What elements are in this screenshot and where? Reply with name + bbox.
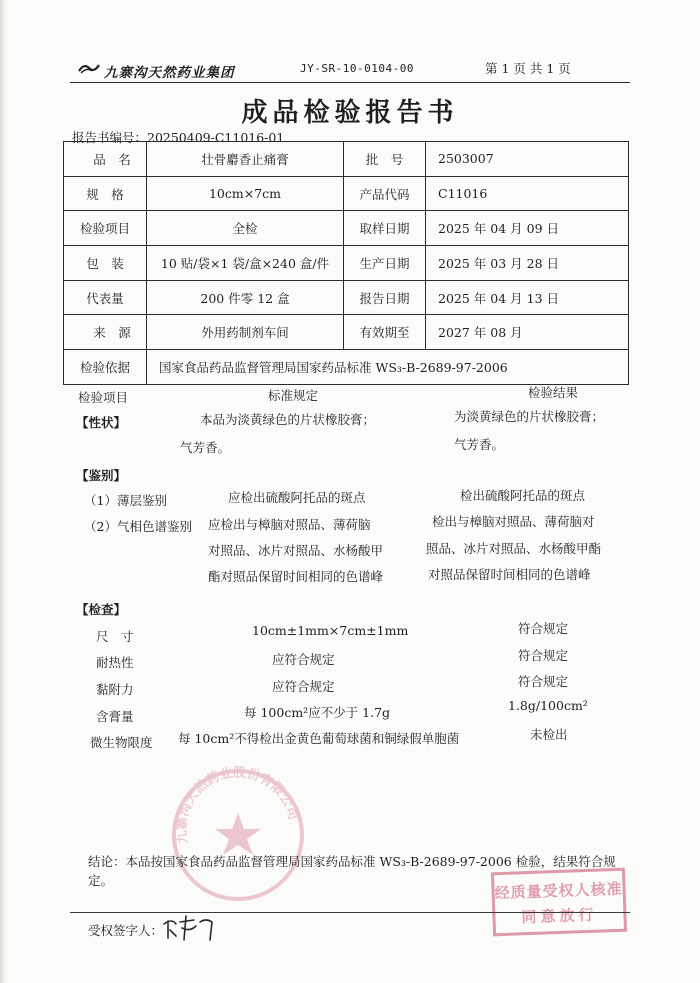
check-item-heat: 耐热性: [96, 655, 134, 670]
item-label: 检验项目: [64, 211, 147, 246]
report-date: 2025 年 04 月 13 日: [426, 280, 629, 315]
seal-text: 九寨沟天然药业股份有限公司: [174, 765, 301, 845]
table-row: [64, 350, 629, 385]
pack-value: 10 贴/袋×1 袋/盒×240 盒/件: [147, 246, 344, 281]
ident-item2-standard-line2: 对照品、冰片对照品、水杨酸甲: [208, 543, 384, 558]
traits-result-line1: 为淡黄绿色的片状橡胶膏；: [454, 409, 605, 424]
check-heading: 【检查】: [76, 602, 127, 617]
page-title: 成品检验报告书: [241, 98, 459, 128]
check-item-paste: 含膏量: [96, 709, 134, 724]
spec-value: 10cm×7cm: [147, 176, 344, 211]
sample-date: 2025 年 04 月 09 日: [426, 211, 629, 246]
check-item-adhesion: 黏附力: [96, 682, 134, 697]
release-approval-stamp: [491, 868, 627, 937]
ident-item1: （1）薄层鉴别: [84, 493, 167, 508]
document-number: JY-SR-10-0104-00: [300, 62, 414, 75]
table-row: [64, 246, 629, 281]
product-name: 壮骨麝香止痛膏: [147, 142, 344, 177]
table-row: [64, 280, 629, 315]
check-microbial-standard: 每 10cm²不得检出金黄色葡萄球菌和铜绿假单胞菌: [178, 731, 460, 746]
signature-divider: [70, 912, 630, 913]
ident-item2-standard-line1: 应检出与樟脑对照品、薄荷脑: [208, 517, 371, 532]
conclusion-text: 结论：本品按国家食品药品监督管理局国家药品标准 WS₃-B-2689-97-2006 检验，结果符合规定。: [88, 854, 616, 888]
traits-standard-line2: 气芳香。: [180, 440, 231, 455]
code-label: 产品代码: [344, 176, 426, 211]
product-code: C11016: [426, 176, 629, 211]
identification-heading: 【鉴别】: [76, 468, 127, 483]
ident-item1-standard: 应检出硫酸阿托品的斑点: [228, 490, 366, 505]
check-paste-standard: 每 100cm²应不少于 1.7g: [244, 705, 391, 720]
basis-label: 检验依据: [64, 350, 147, 385]
table-row: [64, 315, 629, 350]
check-item-microbial: 微生物限度: [90, 735, 153, 750]
expiry-label: 有效期至: [344, 315, 426, 350]
report-number: 报告书编号：20250409-C11016-01: [72, 130, 285, 145]
check-size-result: 符合规定: [518, 621, 569, 636]
check-adhesion-result: 符合规定: [518, 674, 569, 689]
check-size-standard: 10cm±1mm×7cm±1mm: [252, 623, 409, 638]
table-row: [64, 211, 629, 246]
traits-heading: 【性状】: [76, 415, 127, 430]
ident-item2-result-line3: 对照品保留时间相同的色谱峰: [428, 567, 591, 582]
production-date: 2025 年 03 月 28 日: [426, 246, 629, 281]
handwritten-signature: [160, 912, 220, 942]
company-logo-icon: [78, 62, 100, 74]
page-info: 第 1 页 共 1 页: [485, 61, 571, 76]
col-standard-header: 标准规定: [268, 388, 319, 403]
table-row: [64, 142, 629, 177]
traits-standard-line1: 本品为淡黄绿色的片状橡胶膏；: [200, 412, 376, 427]
pack-label: 包 装: [64, 246, 147, 281]
company-name: 九寨沟天然药业集团: [104, 65, 235, 81]
ident-item2-result-line1: 检出与樟脑对照品、薄荷脑对: [432, 514, 595, 529]
check-heat-result: 符合规定: [518, 648, 569, 663]
batch-label: 批 号: [344, 142, 426, 177]
check-item-size: 尺 寸: [96, 629, 134, 644]
check-heat-standard: 应符合规定: [272, 652, 335, 667]
basis-value: 国家食品药品监督管理局国家药品标准 WS₃-B-2689-97-2006: [147, 350, 629, 385]
ident-item2: （2）气相色谱鉴别: [84, 519, 192, 534]
product-info-table: [63, 141, 629, 385]
col-result-header: 检验结果: [528, 385, 579, 400]
check-adhesion-standard: 应符合规定: [272, 679, 335, 694]
header-divider: [70, 82, 630, 83]
item-value: 全检: [147, 211, 344, 246]
stamp-line2: 同意放行: [521, 905, 598, 927]
quantity-label: 代表量: [64, 280, 147, 315]
name-label: 品 名: [64, 142, 147, 177]
ident-item2-standard-line3: 酯对照品保留时间相同的色谱峰: [208, 569, 384, 584]
batch-number: 2503007: [426, 142, 629, 177]
traits-result-line2: 气芳香。: [454, 437, 505, 452]
col-item-header: 检验项目: [78, 390, 129, 405]
ident-item2-result-line2: 照品、冰片对照品、水杨酸甲酯: [426, 541, 602, 556]
stamp-line1: 经质量受权人核准: [494, 879, 623, 903]
quantity-value: 200 件零 12 盒: [147, 280, 344, 315]
source-value: 外用药制剂车间: [147, 315, 344, 350]
check-microbial-result: 未检出: [530, 727, 568, 742]
signer-label: 受权签字人：: [88, 923, 164, 938]
prod-date-label: 生产日期: [344, 246, 426, 281]
source-label: 来 源: [64, 315, 147, 350]
ident-item1-result: 检出硫酸阿托品的斑点: [460, 488, 586, 503]
spec-label: 规 格: [64, 176, 147, 211]
check-paste-result: 1.8g/100cm²: [508, 698, 588, 713]
report-date-label: 报告日期: [344, 280, 426, 315]
sample-date-label: 取样日期: [344, 211, 426, 246]
table-row: [64, 176, 629, 211]
expiry-date: 2027 年 08 月: [426, 315, 629, 350]
